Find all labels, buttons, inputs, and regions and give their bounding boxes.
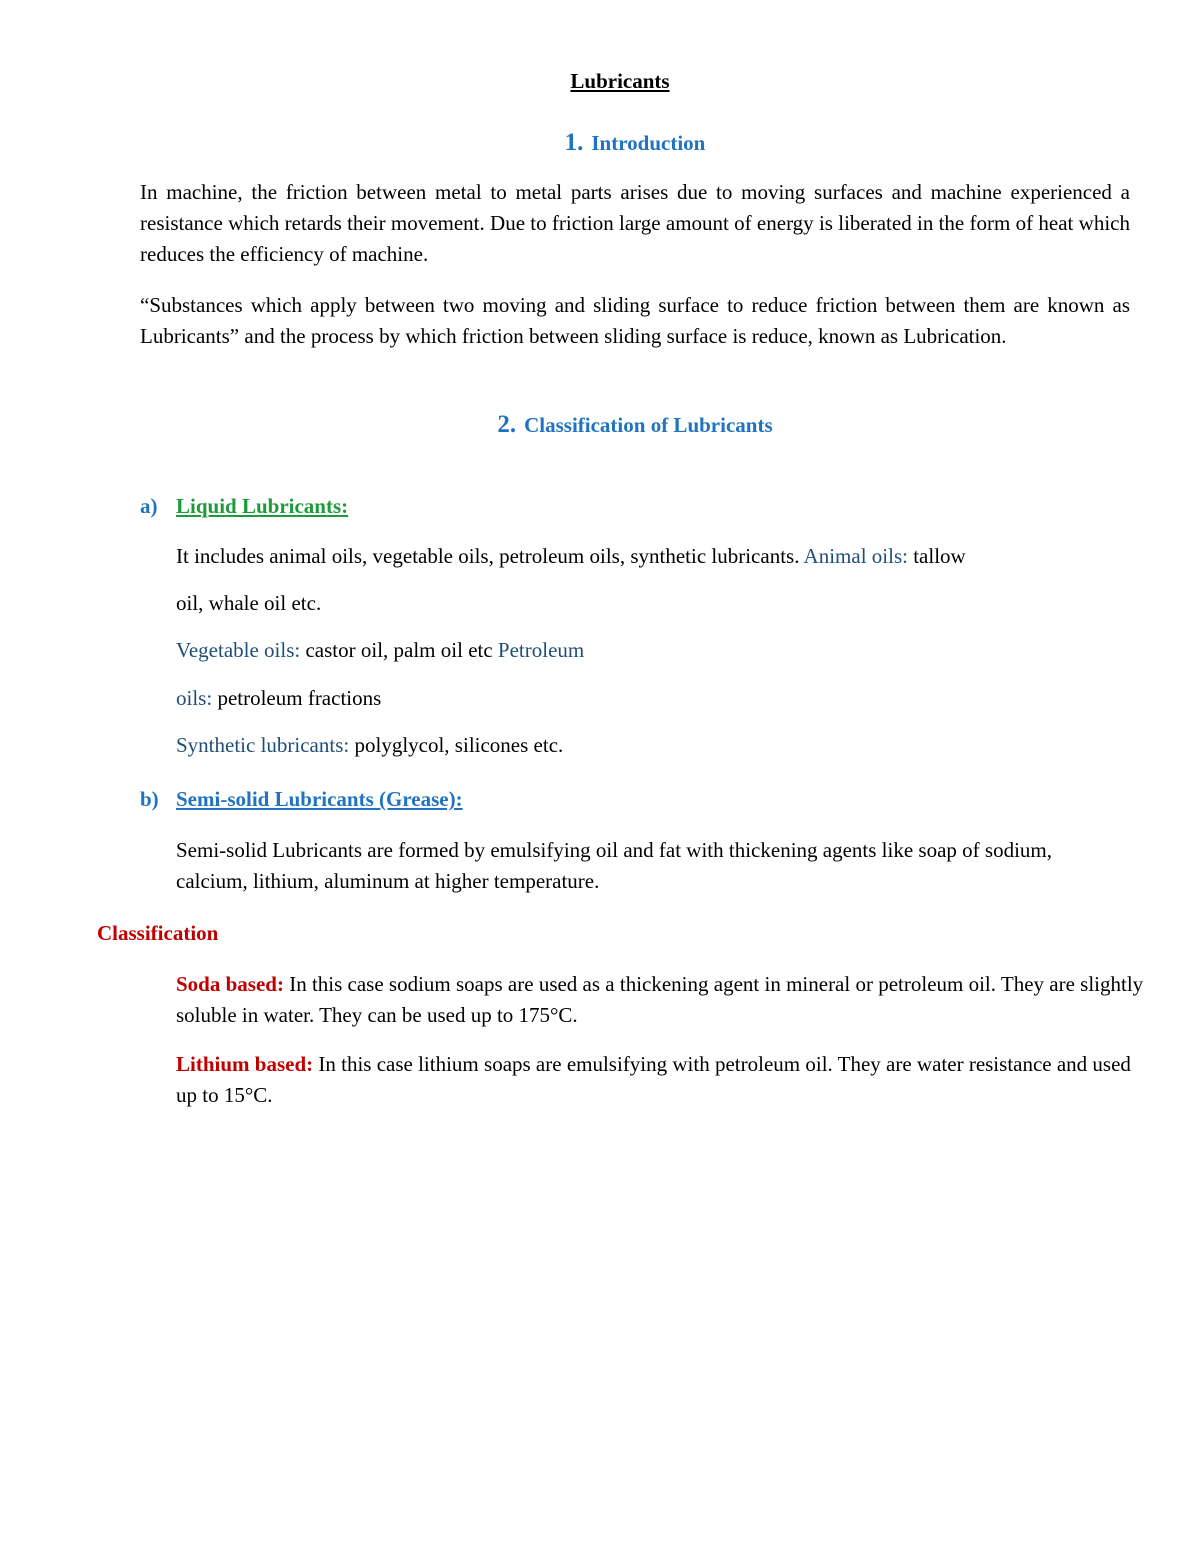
line-text: tallow bbox=[907, 544, 966, 568]
subheading-text: Semi-solid Lubricants (Grease): bbox=[176, 787, 463, 811]
intro-paragraph-2: “Substances which apply between two moving and sliding surface to reduce friction between them are known as Lubricants” and the process by which friction between sliding surface is reduce, known as Lubrication. bbox=[140, 293, 1130, 348]
list-label: a) bbox=[140, 494, 158, 518]
lithium-based-item bbox=[176, 1049, 1156, 1111]
keyword-lithium-based: Lithium based: bbox=[176, 1052, 314, 1076]
document-title: Lubricants bbox=[570, 69, 670, 93]
line-text: castor oil, palm oil etc bbox=[300, 638, 498, 662]
section-title: Introduction bbox=[591, 131, 706, 155]
item-text: In this case sodium soaps are used as a thickening agent in mineral or petroleum oil. They are slightly soluble in water. They can be used up to 175°C. bbox=[176, 972, 1144, 1027]
liquid-line-5 bbox=[176, 730, 563, 761]
liquid-line-1 bbox=[176, 541, 966, 572]
keyword-petroleum: Petroleum bbox=[497, 638, 585, 662]
intro-paragraph-1: In machine, the friction between metal to metal parts arises due to moving surfaces and machine experienced a resistance which retards their movement. Due to friction large amount of energy is liberated in the form of heat which reduces the efficiency of machine. bbox=[140, 180, 1130, 266]
keyword-animal-oils: Animal oils: bbox=[803, 544, 908, 568]
liquid-line-2: oil, whale oil etc. bbox=[176, 591, 322, 615]
keyword-vegetable-oils: Vegetable oils: bbox=[176, 638, 301, 662]
line-text: polyglycol, silicones etc. bbox=[349, 733, 564, 757]
soda-based-item bbox=[176, 969, 1156, 1031]
keyword-soda-based: Soda based: bbox=[176, 972, 284, 996]
item-text: In this case lithium soaps are emulsifying with petroleum oil. They are water resistance and used up to 15°C. bbox=[176, 1052, 1131, 1107]
list-label: b) bbox=[140, 787, 159, 811]
liquid-line-4 bbox=[176, 683, 381, 714]
section-number: 1. bbox=[564, 129, 584, 156]
keyword-oils: oils: bbox=[176, 686, 213, 710]
section-heading-introduction bbox=[0, 127, 1200, 159]
section-title: Classification of Lubricants bbox=[524, 413, 773, 437]
section-heading-classification bbox=[0, 409, 1200, 441]
subheading-liquid-lubricants bbox=[140, 491, 348, 522]
semi-solid-paragraph: Semi-solid Lubricants are formed by emulsifying oil and fat with thickening agents like soap of sodium, calcium, lithium, aluminum at higher temperature. bbox=[176, 838, 1052, 893]
classification-heading: Classification bbox=[97, 921, 219, 945]
subheading-semi-solid-lubricants bbox=[140, 784, 463, 815]
line-text: petroleum fractions bbox=[212, 686, 382, 710]
keyword-synthetic-lubricants: Synthetic lubricants: bbox=[176, 733, 350, 757]
section-number: 2. bbox=[497, 411, 517, 438]
subheading-text: Liquid Lubricants: bbox=[176, 494, 349, 518]
line-text: It includes animal oils, vegetable oils, petroleum oils, synthetic lubricants. bbox=[176, 544, 804, 568]
liquid-line-3 bbox=[176, 635, 584, 666]
